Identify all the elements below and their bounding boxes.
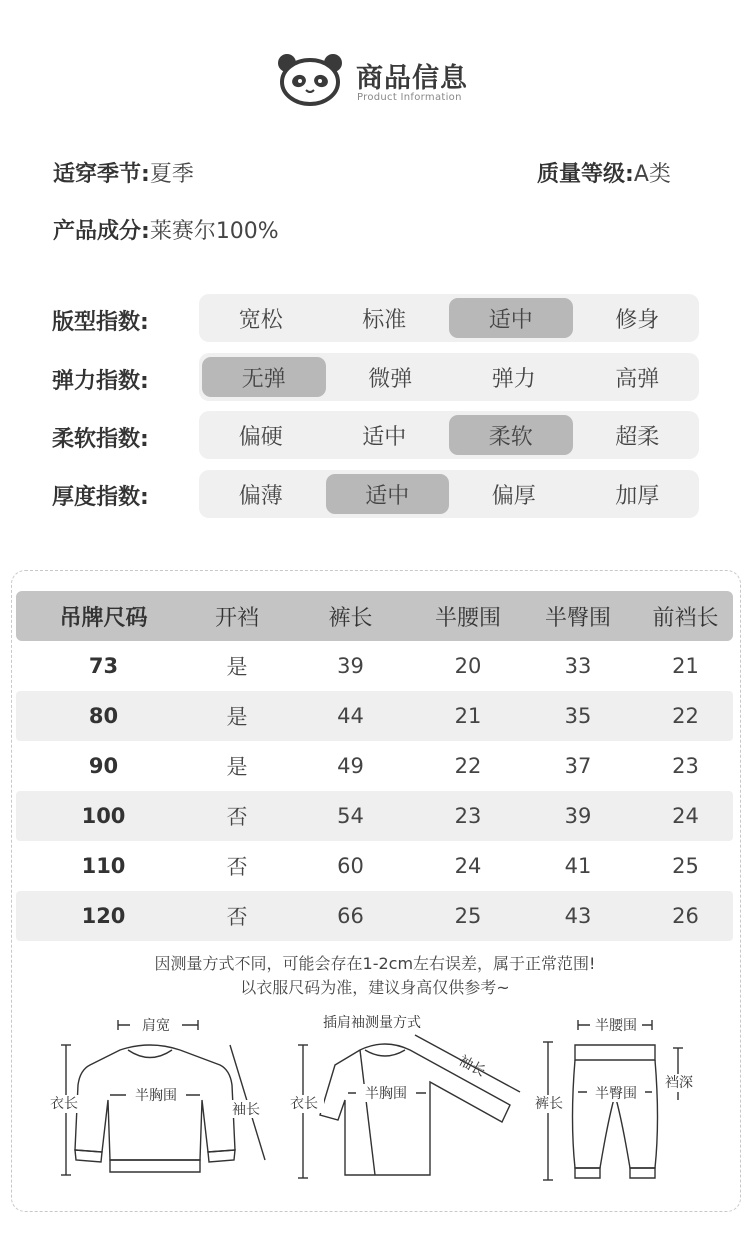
fit-option: 标准 bbox=[362, 307, 407, 333]
thickness-option: 偏薄 bbox=[238, 483, 283, 509]
sweater-sleeve-label: 袖长 bbox=[232, 1102, 260, 1118]
season-value: 夏季 bbox=[149, 162, 194, 187]
fit-index-label: 版型指数: bbox=[52, 310, 149, 335]
page-subtitle: Product Information bbox=[357, 92, 462, 103]
thickness-index-label: 厚度指数: bbox=[52, 485, 149, 510]
elasticity-option: 微弹 bbox=[368, 366, 413, 392]
composition-info bbox=[53, 214, 279, 245]
rise-cell: 21 bbox=[672, 654, 699, 678]
elasticity-index-bar bbox=[199, 353, 699, 401]
thickness-index-bar bbox=[199, 470, 699, 518]
waist-cell: 25 bbox=[454, 904, 482, 928]
pants-length-label: 裤长 bbox=[535, 1096, 563, 1112]
softness-option: 超柔 bbox=[615, 424, 660, 450]
hip-cell: 37 bbox=[564, 754, 592, 778]
season-info bbox=[53, 157, 194, 188]
size-cell: 73 bbox=[88, 654, 119, 678]
raglan-sleeve-label: 袖长 bbox=[455, 1052, 488, 1081]
raglan-title-label: 插肩袖测量方式 bbox=[323, 1015, 421, 1031]
sweater-length-label: 衣长 bbox=[50, 1096, 78, 1112]
thickness-option: 加厚 bbox=[615, 483, 660, 509]
crotch-cell: 否 bbox=[226, 805, 248, 829]
length-cell: 60 bbox=[337, 854, 364, 878]
hip-cell: 41 bbox=[564, 854, 592, 878]
table-row bbox=[16, 791, 733, 841]
rise-cell: 23 bbox=[672, 754, 699, 778]
rise-cell: 24 bbox=[672, 804, 699, 828]
table-row bbox=[16, 641, 733, 691]
raglan-length-label: 衣长 bbox=[290, 1096, 318, 1112]
thickness-option-selected: 适中 bbox=[326, 474, 450, 514]
composition-value: 莱赛尔100% bbox=[149, 219, 279, 244]
fit-option: 修身 bbox=[615, 307, 660, 333]
length-cell: 54 bbox=[337, 804, 364, 828]
season-label: 适穿季节: bbox=[53, 162, 150, 187]
softness-option-selected: 柔软 bbox=[449, 415, 573, 455]
crotch-cell: 是 bbox=[226, 755, 248, 779]
table-row bbox=[16, 741, 733, 791]
hip-cell: 33 bbox=[564, 654, 592, 678]
size-cell: 120 bbox=[81, 904, 126, 928]
crotch-cell: 是 bbox=[226, 655, 248, 679]
raglan-chest-label: 半胸围 bbox=[365, 1086, 407, 1102]
size-cell: 90 bbox=[88, 754, 119, 778]
hip-cell: 35 bbox=[564, 704, 592, 728]
measurement-note: 因测量方式不同，可能会存在1-2cm左右误差，属于正常范围! bbox=[154, 954, 596, 973]
size-table-header bbox=[16, 591, 733, 641]
fit-option-selected: 适中 bbox=[449, 298, 573, 338]
elasticity-option: 弹力 bbox=[491, 366, 536, 392]
length-cell: 44 bbox=[337, 704, 364, 728]
waist-cell: 24 bbox=[454, 854, 482, 878]
softness-option: 适中 bbox=[362, 424, 407, 450]
fit-index-bar bbox=[199, 294, 699, 342]
elasticity-option: 高弹 bbox=[615, 366, 660, 392]
table-row bbox=[16, 841, 733, 891]
crotch-cell: 否 bbox=[226, 905, 248, 929]
header-cell: 吊牌尺码 bbox=[59, 605, 148, 631]
table-row bbox=[16, 691, 733, 741]
rise-cell: 26 bbox=[672, 904, 699, 928]
waist-cell: 21 bbox=[454, 704, 482, 728]
length-cell: 66 bbox=[337, 904, 364, 928]
pants-rise-label: 裆深 bbox=[665, 1075, 693, 1091]
length-cell: 49 bbox=[337, 754, 364, 778]
length-cell: 39 bbox=[337, 654, 364, 678]
softness-index-bar bbox=[199, 411, 699, 459]
grade-value: A类 bbox=[633, 162, 671, 187]
grade-info bbox=[537, 157, 671, 188]
elasticity-index-label: 弹力指数: bbox=[52, 369, 149, 394]
waist-cell: 23 bbox=[454, 804, 482, 828]
header-cell: 半腰围 bbox=[434, 605, 501, 631]
grade-label: 质量等级: bbox=[537, 162, 634, 187]
sweater-chest-label: 半胸围 bbox=[135, 1088, 177, 1104]
crotch-cell: 是 bbox=[226, 705, 248, 729]
waist-cell: 22 bbox=[454, 754, 482, 778]
size-cell: 80 bbox=[88, 704, 119, 728]
size-cell: 100 bbox=[81, 804, 126, 828]
fit-option: 宽松 bbox=[238, 307, 283, 333]
page-title: 商品信息 bbox=[356, 63, 468, 94]
raglan-diagram bbox=[298, 1035, 520, 1178]
sweater-shoulder-label: 肩宽 bbox=[142, 1018, 170, 1034]
header-cell: 前裆长 bbox=[652, 605, 719, 631]
rise-cell: 22 bbox=[672, 704, 699, 728]
pants-hip-label: 半臀围 bbox=[595, 1086, 637, 1102]
elasticity-option-selected: 无弹 bbox=[202, 357, 326, 397]
thickness-option: 偏厚 bbox=[491, 483, 536, 509]
header-cell: 开裆 bbox=[214, 605, 259, 631]
hip-cell: 39 bbox=[564, 804, 592, 828]
table-row bbox=[16, 891, 733, 941]
panda-face-icon bbox=[275, 52, 345, 106]
size-advice-note: 以衣服尺码为准，建议身高仅供参考~ bbox=[240, 978, 510, 997]
softness-option: 偏硬 bbox=[238, 424, 283, 450]
header-cell: 裤长 bbox=[328, 605, 373, 631]
rise-cell: 25 bbox=[672, 854, 699, 878]
crotch-cell: 否 bbox=[226, 855, 248, 879]
composition-label: 产品成分: bbox=[53, 219, 150, 244]
measurement-diagrams bbox=[30, 1010, 720, 1200]
pants-waist-label: 半腰围 bbox=[595, 1018, 637, 1034]
waist-cell: 20 bbox=[454, 654, 482, 678]
header-cell: 半臀围 bbox=[544, 605, 611, 631]
size-cell: 110 bbox=[81, 854, 126, 878]
softness-index-label: 柔软指数: bbox=[52, 427, 149, 452]
hip-cell: 43 bbox=[564, 904, 592, 928]
